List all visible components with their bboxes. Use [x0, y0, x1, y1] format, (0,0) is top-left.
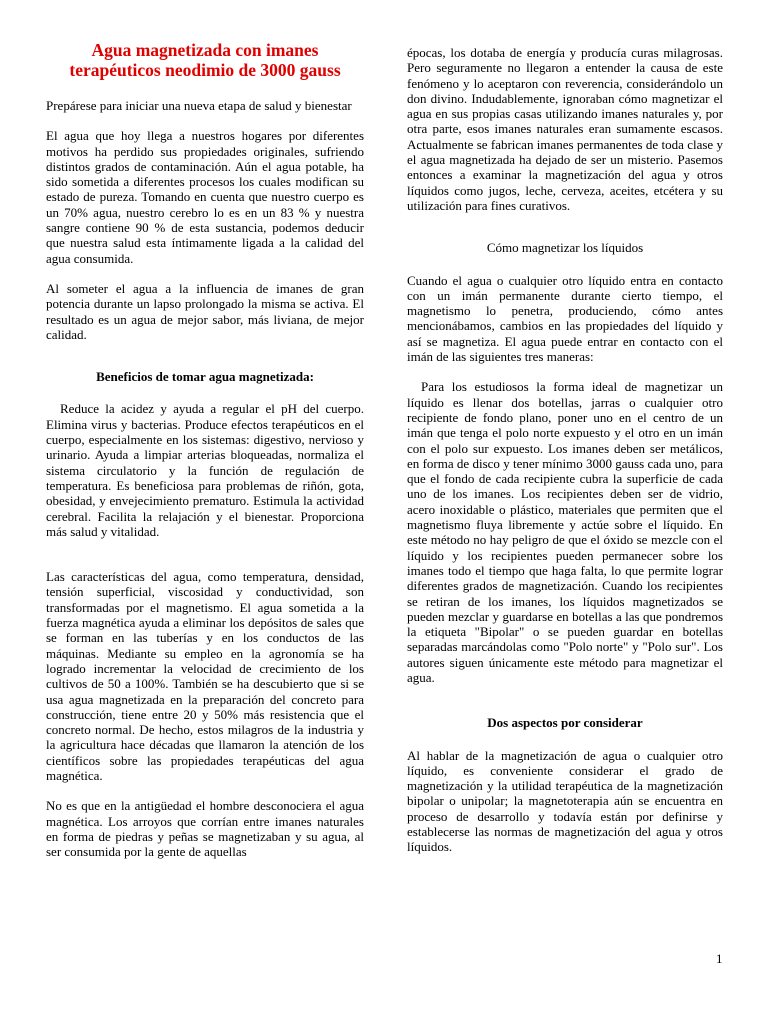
- left-column: [46, 40, 364, 874]
- heading-two-aspects: Dos aspectos por considerar: [487, 715, 643, 731]
- page-number: 1: [716, 951, 723, 966]
- paragraph-water-characteristics: Las características del agua, como temperatura, densidad, tensión superficial, viscosidad y conductividad, son transformadas por el magnetismo. El agua sometida a la fuerza magnética ayuda a eliminar los depósitos de sales que se forman en las tuberías y en los conductos de las máquinas. Mediante su empleo en la agronomía se ha logrado incrementar la velocidad de crecimiento de los cultivos de 50 a 100%. También se ha descubierto que si se usa agua magnetizada en la preparación del concreto para construcción, tiene entre 20 y 50% más resistencia que el concreto normal. De hecho, estos milagros de la industria y la agricultura hace décadas que llamaron la atención de los científicos sobre las propiedades terapéuticas del agua magnética.: [46, 569, 364, 783]
- intro-paragraph: Prepárese para iniciar una nueva etapa de salud y bienestar: [46, 98, 352, 113]
- paragraph-antiquity: No es que en la antigüedad el hombre desconociera el agua magnética. Los arroyos que corrían entre imanes naturales en forma de piedras y peñas se magnetizaban y su agua, al ser consumida por la gente de aquellas: [46, 798, 364, 860]
- right-column: [407, 45, 723, 870]
- paragraph-magnet-influence: Al someter el agua a la influencia de imanes de gran potencia durante un lapso prolongado la misma se activa. El resultado es un agua de mejor sabor, más liviana, de mejor calidad.: [46, 280, 364, 342]
- heading-how-to-magnetize: Cómo magnetizar los líquidos: [486, 240, 644, 256]
- benefits-paragraph: Reduce la acidez y ayuda a regular el pH del cuerpo. Elimina virus y bacterias. Produce efectos terapéuticos en el cuerpo, especialmente en los sistemas: digestivo, nervioso y urinario. Ayuda a limpiar arterias bloqueadas, normaliza el sistema circulatorio y la función de regulación de temperatura. Es beneficiosa para problemas de riñón, gota, obesidad, y envejecimiento prematuro. Estimula la actividad cerebral. Facilita la relajación y el bienestar. Proporciona más salud y vitalidad.: [46, 401, 364, 539]
- paragraph-continuation: épocas, los dotaba de energía y producía curas milagrosas. Pero seguramente no llegaron a entender la causa de este fenómeno y lo aceptaron con reverencia, considerándolo un don divino. Indudablemente, ignoraban cómo magnetizar el agua en sus propias casas utilizando imanes naturales y, por otra parte, esos imanes naturales eran sumamente escasos. Actualmente se fabrican imanes permanentes de toda clase y el agua magnetizada ha dejado de ser un misterio. Pasemos entonces a examinar la magnetización del agua y otros líquidos como jugos, leche, cerveza, aceites, etcétera y su utilización para fines curativos.: [407, 45, 723, 213]
- paragraph-water-contamination: El agua que hoy llega a nuestros hogares por diferentes motivos ha perdido sus propiedades originales, sufriendo distintos grados de contaminación. Aún el agua potable, ha sido sometida a diferentes procesos los cuales modifican su estado de pureza. Tomando en cuenta que nuestro cuerpo es un 70% agua, nuestro cerebro lo es en un 83 % y nuestra sangre contiene 90 % de esta sustancia, podemos deducir que nuestra salud esta íntimamente ligada a la calidad del agua consumida.: [46, 128, 364, 266]
- paragraph-method: Para los estudiosos la forma ideal de magnetizar un líquido es llenar dos botellas, jarras o cualquier otro recipiente de fondo plano, poner uno en el centro de un imán que tenga el polo norte expuesto y el otro en un imán con el polo sur expuesto. Los imanes deben ser metálicos, en forma de disco y tener mínimo 3000 gauss cada uno, para que el fondo de cada recipiente cubra la superficie de cada uno de los imanes. Los recipientes deben ser de vidrio, acero inoxidable o plástico, materiales que permiten que el magnetismo fluya libremente y actúe sobre el líquido. En este método no hay peligro de que el óxido se mezcle con el líquido y los recipientes pueden permanecer sobre los imanes todo el tiempo que haga falta, lo que permite lograr diferentes grados de magnetización. Cuando los recipientes se retiran de los imanes, los líquidos magnetizados se pueden mezclar y guardarse en botellas a las que pondremos la etiqueta "Bipolar" o se pueden guardar en botellas separadas marcándolas como "Polo norte" y "Polo sur". Los autores siguen únicamente este método para magnetizar el agua.: [407, 379, 723, 685]
- heading-benefits: Beneficios de tomar agua magnetizada:: [96, 369, 314, 385]
- paragraph-contact-with-magnet: Cuando el agua o cualquier otro líquido entra en contacto con un imán permanente durante cierto tiempo, el magnetismo lo penetra, produciendo, cómo antes mencionábamos, cambios en las propiedades del líquido y así se magnetiza. El agua puede entrar en contacto con el imán de las siguientes tres maneras:: [407, 272, 723, 365]
- paragraph-aspects: Al hablar de la magnetización de agua o cualquier otro líquido, es conveniente considerar el grado de magnetización y la utilidad terapéutica de la magnetización bipolar o unipolar; la magnetoterapia aún se encuentra en proceso de desarrollo y todavía están por definirse y establecerse las normas de magnetización del agua y otros líquidos.: [407, 747, 723, 855]
- page-title: Agua magnetizada con imanes terapéuticos neodimio de 3000 gauss: [69, 40, 341, 80]
